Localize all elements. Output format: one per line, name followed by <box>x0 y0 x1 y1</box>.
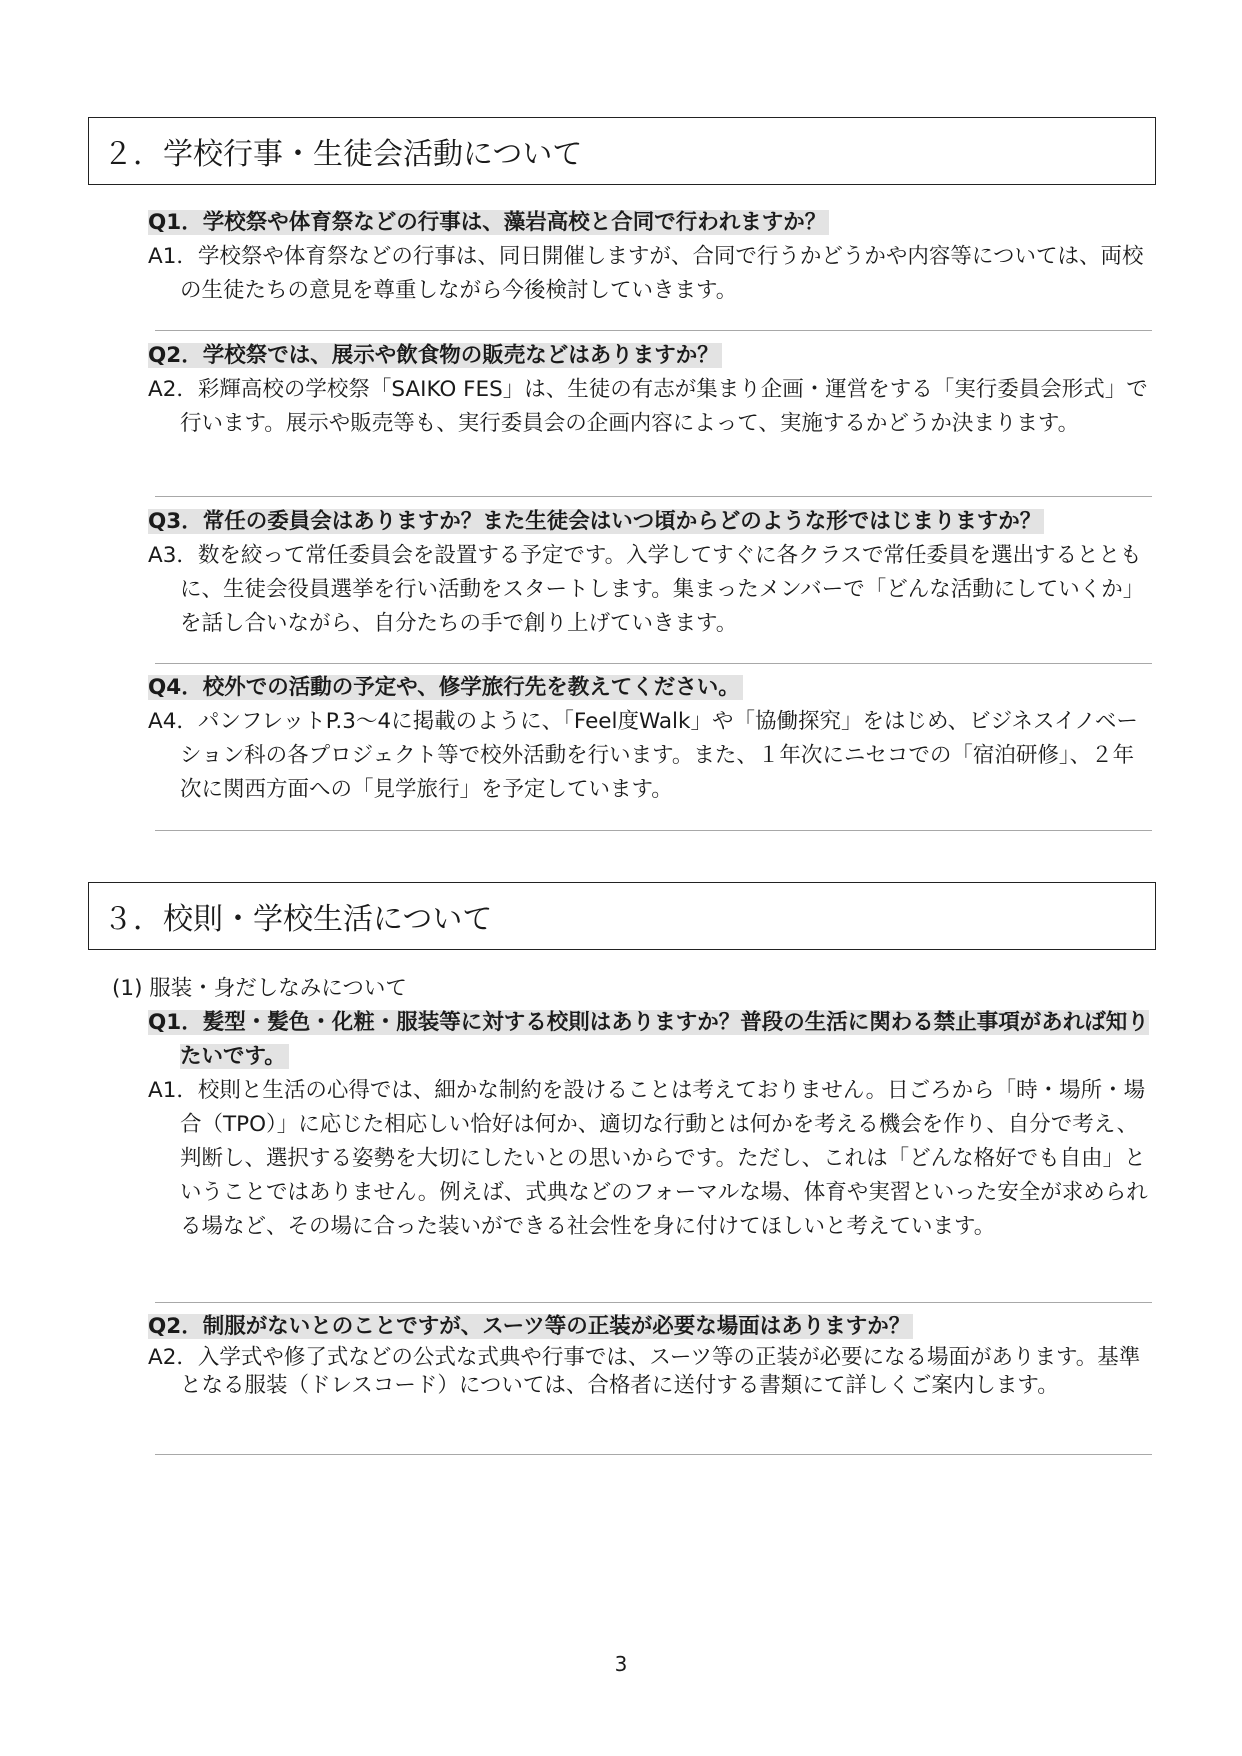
qa-item <box>148 339 1152 441</box>
question <box>148 505 1152 539</box>
question-text: Q1．学校祭や体育祭などの行事は、藻岩高校と合同で行われますか？ <box>148 210 829 235</box>
question-text: Q1．髪型・髪色・化粧・服装等に対する校則はありますか？普段の生活に関わる禁止事項があれば知りたいです。 <box>148 1010 1149 1069</box>
divider <box>155 1454 1152 1455</box>
qa-item <box>148 671 1152 807</box>
divider <box>155 830 1152 831</box>
answer-text: A4．パンフレットP.3～4に掲載のように、「Feel度Walk」や「協働探究」をはじめ、ビジネスイノベーション科の各プロジェクト等で校外活動を行います。また、１年次にニセコでの「宿泊研修」、２年次に関西方面への「見学旅行」を予定しています。 <box>148 709 1138 802</box>
qa-item <box>148 206 1152 308</box>
answer-text: A1．学校祭や体育祭などの行事は、同日開催しますが、合同で行うかどうかや内容等については、両校の生徒たちの意見を尊重しながら今後検討していきます。 <box>148 244 1144 303</box>
question <box>148 339 1152 373</box>
section-3-header <box>88 882 1156 950</box>
qa-item <box>148 1006 1152 1244</box>
answer-text: A2．入学式や修了式などの公式な式典や行事では、スーツ等の正装が必要になる場面があります。基準となる服装（ドレスコード）については、合格者に送付する書類にて詳しくご案内します。 <box>148 1345 1141 1398</box>
question <box>148 671 1152 705</box>
question-text: Q4．校外での活動の予定や、修学旅行先を教えてください。 <box>148 675 743 700</box>
section-2-header <box>88 117 1156 185</box>
answer-text: A1．校則と生活の心得では、細かな制約を設けることは考えておりません。日ごろから「時・場所・場合（TPO）」に応じた相応しい恰好は何か、適切な行動とは何かを考える機会を作り、自分で考え、判断し、選択する姿勢を大切にしたいとの思いからです。ただし、これは「どんな格好でも自由」ということではありません。例えば、式典などのフォーマルな場、体育や実習といった安全が求められる場など、その場に合った装いができる社会性を身に付けてほしいと考えています。 <box>148 1078 1148 1239</box>
divider <box>155 663 1152 664</box>
question-text: Q2．制服がないとのことですが、スーツ等の正装が必要な場面はありますか？ <box>148 1314 913 1339</box>
question <box>148 1006 1152 1074</box>
question-text: Q3．常任の委員会はありますか？また生徒会はいつ頃からどのような形ではじまりますか？ <box>148 509 1044 534</box>
answer-text: A3．数を絞って常任委員会を設置する予定です。入学してすぐに各クラスで常任委員を選出するとともに、生徒会役員選挙を行い活動をスタートします。集まったメンバーで「どんな活動にしていくか」を話し合いながら、自分たちの手で創り上げていきます。 <box>148 543 1145 636</box>
question-text: Q2．学校祭では、展示や飲食物の販売などはありますか？ <box>148 343 722 368</box>
sub-heading: (1) 服装・身だしなみについて <box>112 976 407 1001</box>
page-number: 3 <box>614 1652 628 1676</box>
answer-text: A2．彩輝高校の学校祭「SAIKO FES」は、生徒の有志が集まり企画・運営をする「実行委員会形式」で行います。展示や販売等も、実行委員会の企画内容によって、実施するかどうか決まります。 <box>148 377 1148 436</box>
section-3-title: ３．校則・学校生活について <box>103 902 493 937</box>
qa-item <box>148 1310 1152 1400</box>
question <box>148 206 1152 240</box>
section-2-title: ２．学校行事・生徒会活動について <box>103 137 583 172</box>
divider <box>155 330 1152 331</box>
divider <box>155 496 1152 497</box>
question <box>148 1310 1152 1344</box>
divider <box>155 1302 1152 1303</box>
qa-item <box>148 505 1152 641</box>
